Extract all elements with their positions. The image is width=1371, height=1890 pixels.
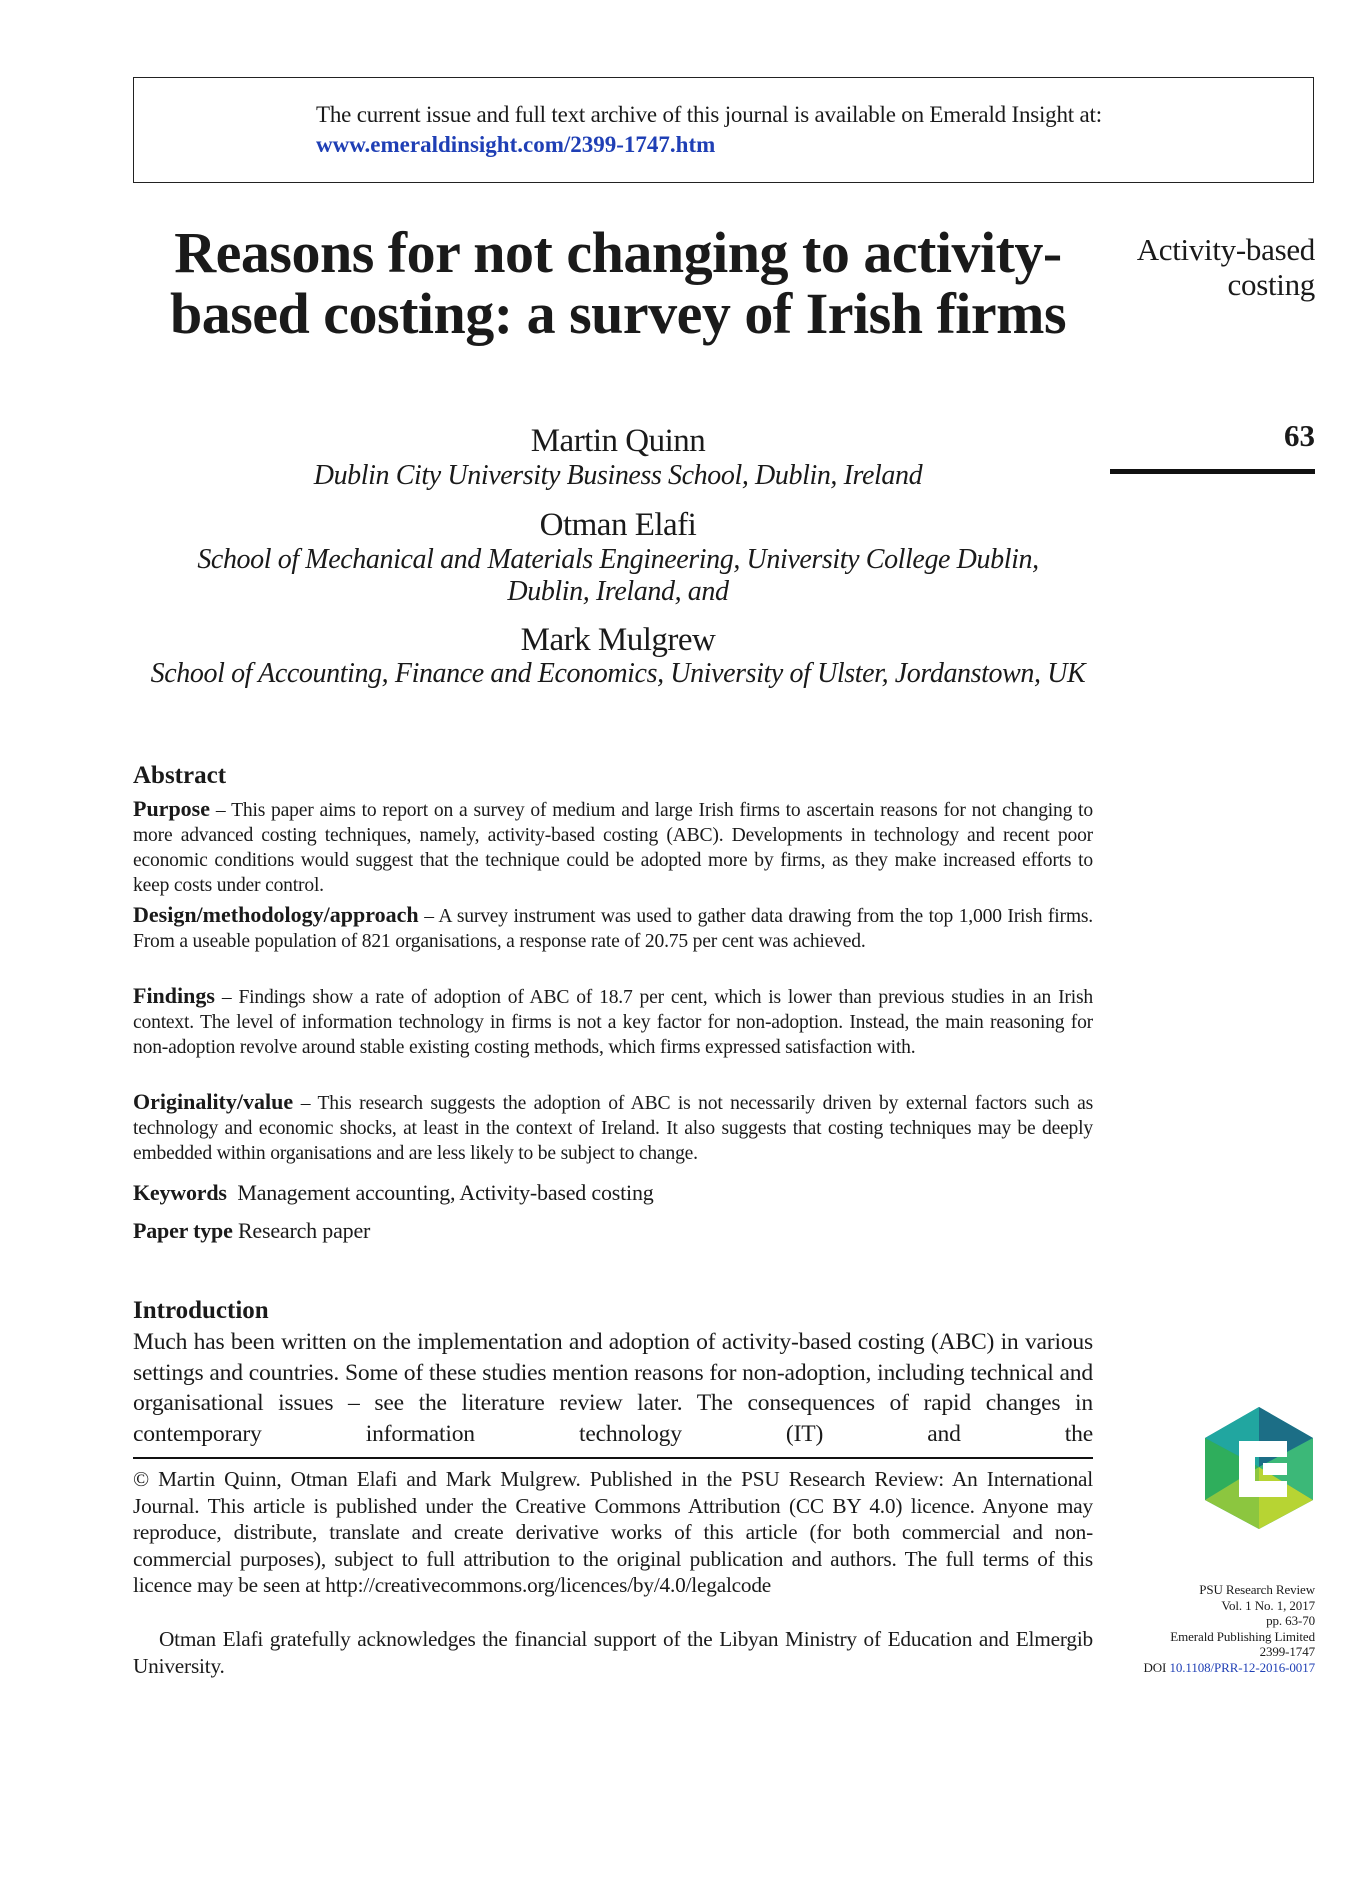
author-affiliation: Dublin, Ireland, and [507, 576, 729, 607]
footnote-rule [133, 1457, 1093, 1459]
author-affiliation: Dublin City University Business School, Dublin, Ireland [313, 460, 923, 491]
author-name: Mark Mulgrew [520, 622, 716, 658]
introduction-heading: Introduction [133, 1297, 269, 1324]
journal-doi [1143, 1660, 1315, 1676]
journal-volume: Vol. 1 No. 1, 2017 [1221, 1597, 1315, 1613]
archive-notice-text: The current issue and full text archive of this journal is available on Emerald Insight at: [316, 102, 1102, 127]
abstract-purpose [133, 796, 1093, 898]
article-title: Reasons for not changing to activity-based costing: a survey of Irish firms [169, 220, 1067, 346]
abstract-section-label: Purpose [133, 796, 210, 821]
abstract-section-text: – This paper aims to report on a survey of medium and large Irish firms to ascertain reasons for not changing to more advanced costing techniques, namely, activity-based costing (ABC). Developments in technology and recent poor economic conditions would suggest that the technique could be adopted more by firms, as they make increased efforts to keep costs under control. [133, 800, 1093, 896]
keywords-value: Management accounting, Activity-based costing [237, 1180, 654, 1205]
paper-type-value: Research paper [237, 1218, 371, 1243]
introduction-body: Much has been written on the implementation and adoption of activity-based costing (ABC) in various settings and countries. Some of these studies mention reasons for non-adoption, including technical and organisational issues – see the literature review later. The consequences of rapid changes in contemporary information technology (IT) and the [133, 1329, 1093, 1447]
author-affiliation: School of Mechanical and Materials Engineering, University College Dublin, [197, 544, 1039, 575]
keywords-label: Keywords [133, 1180, 227, 1205]
author-name: Martin Quinn [530, 423, 706, 459]
abstract-section-label: Originality/value [133, 1089, 294, 1114]
page-number-rule [1110, 469, 1315, 474]
abstract-section-text: – A survey instrument was used to gather data drawing from the top 1,000 Irish firms. From a useable population of 821 organisations, a response rate of 20.75 per cent was achieved. [133, 906, 1093, 952]
journal-publisher: Emerald Publishing Limited [1170, 1628, 1315, 1644]
running-head-line: Activity-based [1136, 232, 1315, 267]
acknowledgement-footnote: Otman Elafi gratefully acknowledges the financial support of the Libyan Ministry of Education and Elmergib University. [133, 1627, 1093, 1678]
paper-type [133, 1218, 370, 1244]
emerald-logo-icon [1203, 1405, 1315, 1529]
journal-pages: pp. 63-70 [1266, 1613, 1315, 1628]
abstract-section-text: – Findings show a rate of adoption of ABC of 18.7 per cent, which is lower than previous studies in an Irish context. The level of information technology in firms is not a key factor for non-adoption. Instead, the main reasoning for non-adoption revolve around stable existing costing methods, which firms expressed satisfaction with. [133, 987, 1093, 1058]
paper-type-label: Paper type [133, 1218, 233, 1243]
author-affiliation: School of Accounting, Finance and Economics, University of Ulster, Jordanstown, UK [150, 658, 1086, 689]
license-footnote: © Martin Quinn, Otman Elafi and Mark Mulgrew. Published in the PSU Research Review: An International Journal. This article is published under the Creative Commons Attribution (CC BY 4.0) licence. Anyone may reproduce, distribute, translate and create derivative works of this article (for both commercial and non-commercial purposes), subject to full attribution to the original publication and authors. The full terms of this licence may be seen at http://creativecommons.org/licences/by/4.0/legalcode [133, 1467, 1093, 1597]
journal-issn: 2399-1747 [1259, 1644, 1315, 1659]
doi-link[interactable]: 10.1108/PRR-12-2016-0017 [1169, 1659, 1315, 1675]
archive-url-link[interactable]: www.emeraldinsight.com/2399-1747.htm [316, 132, 716, 157]
abstract-heading: Abstract [133, 762, 227, 789]
author-name: Otman Elafi [539, 507, 697, 543]
journal-name: PSU Research Review [1199, 1582, 1315, 1597]
abstract-section-text: – This research suggests the adoption of ABC is not necessarily driven by external factors such as technology and economic shocks, at least in the context of Ireland. It also suggests that costing techniques may be deeply embedded within organisations and are less likely to be subject to change. [133, 1093, 1093, 1164]
archive-notice-box [133, 77, 1314, 183]
abstract-findings [133, 983, 1093, 1060]
page-number: 63 [1284, 418, 1315, 453]
abstract-section-label: Design/methodology/approach [133, 902, 419, 927]
doi-label: DOI [1143, 1659, 1167, 1675]
abstract-originality [133, 1089, 1093, 1166]
abstract-design [133, 902, 1093, 954]
keywords [133, 1180, 654, 1206]
journal-info [1143, 1582, 1315, 1675]
running-head-line: costing [1227, 267, 1315, 302]
abstract-section-label: Findings [133, 983, 215, 1008]
running-head [1137, 232, 1315, 302]
